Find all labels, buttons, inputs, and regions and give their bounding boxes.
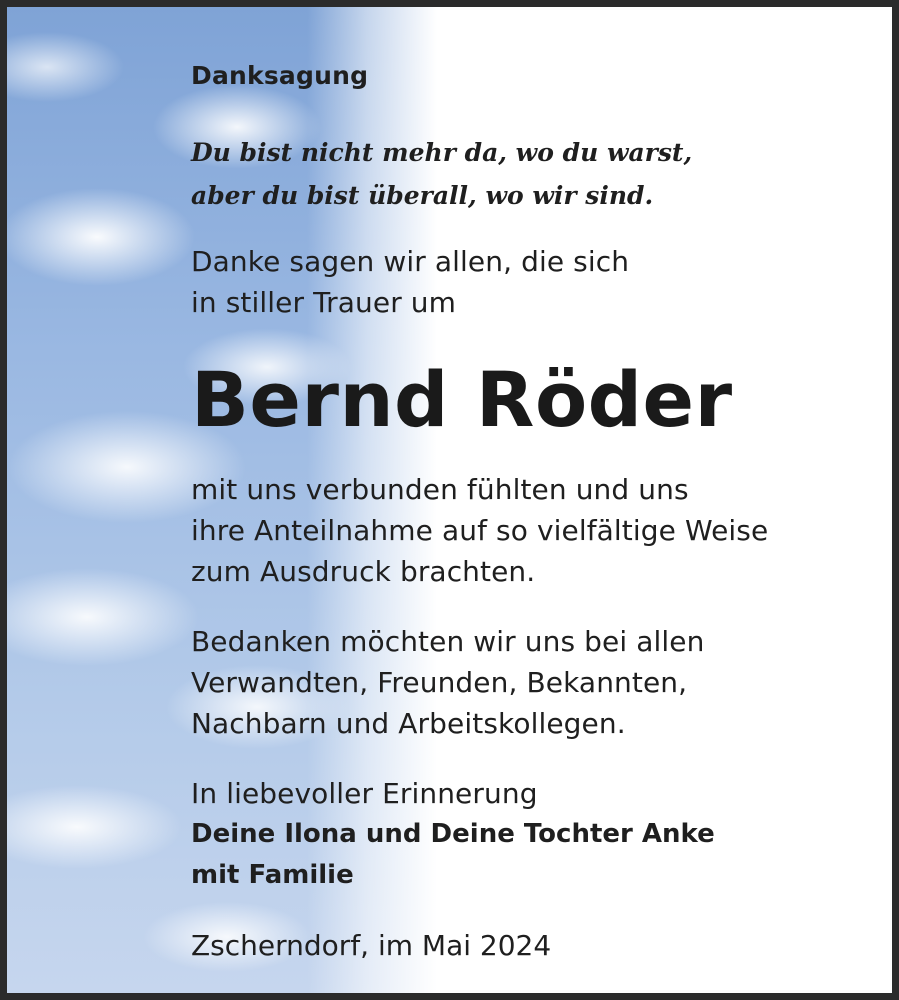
family-signature (191, 814, 715, 896)
sympathy-line: mit uns verbunden fühlten und uns (191, 473, 689, 506)
deceased-name: Bernd Röder (191, 355, 733, 444)
thanks-paragraph (191, 621, 704, 744)
sympathy-line: ihre Anteilnahme auf so vielfältige Weise (191, 514, 769, 547)
quote (191, 131, 692, 217)
sympathy-paragraph (191, 469, 768, 592)
thanks-line: Verwandten, Freunden, Bekannten, (191, 666, 688, 699)
closing-line: In liebevoller Erinnerung (191, 777, 538, 810)
thanks-line: Nachbarn und Arbeitskollegen. (191, 707, 626, 740)
family-line: Deine Ilona und Deine Tochter Anke (191, 819, 715, 849)
heading: Danksagung (191, 61, 369, 90)
thanks-line: Bedanken möchten wir uns bei allen (191, 625, 705, 658)
sympathy-line: zum Ausdruck brachten. (191, 555, 536, 588)
intro-line: in stiller Trauer um (191, 286, 457, 319)
quote-line: Du bist nicht mehr da, wo du warst, (191, 138, 693, 167)
intro-paragraph (191, 241, 629, 323)
quote-line: aber du bist überall, wo wir sind. (191, 181, 654, 210)
intro-line: Danke sagen wir allen, die sich (191, 245, 630, 278)
place-date: Zscherndorf, im Mai 2024 (191, 929, 552, 962)
family-line: mit Familie (191, 860, 354, 890)
